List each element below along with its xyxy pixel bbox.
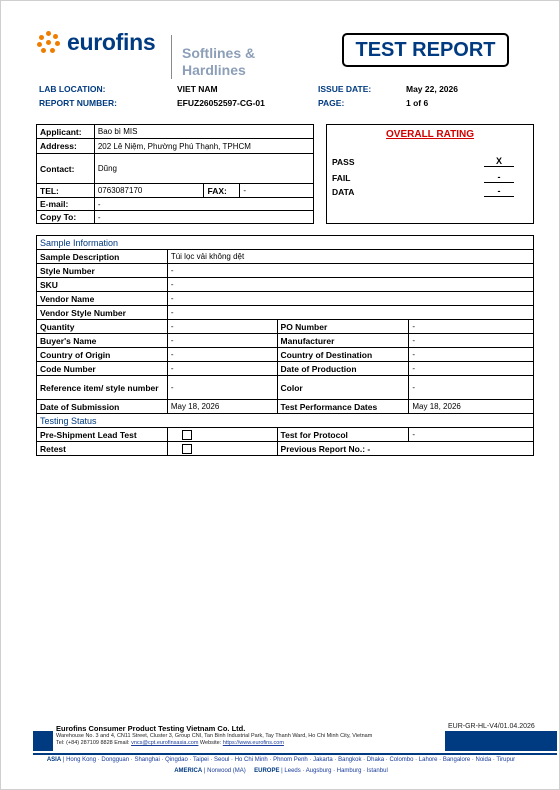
table-row (37, 400, 534, 414)
asia-label: ASIA (46, 757, 62, 763)
reference-item-value: - (167, 376, 277, 400)
header-divider (171, 35, 172, 79)
footer-email-link[interactable]: vncs@cpt.eurofinsasia.com (131, 740, 199, 746)
pre-shipment-cell (167, 428, 277, 442)
country-of-origin-value: - (167, 348, 277, 362)
applicant-row (37, 125, 314, 139)
copy-to-row (37, 211, 314, 224)
sample-info-table (36, 235, 534, 456)
america-locations: Norwood (MA) (207, 768, 246, 774)
sku-label: SKU (37, 278, 168, 292)
retest-checkbox[interactable] (182, 444, 192, 454)
lab-location: VIET NAM (177, 84, 218, 94)
footer-bar-right (445, 731, 557, 751)
po-number-label: PO Number (277, 320, 409, 334)
page-number: 1 of 6 (406, 98, 429, 108)
code-number-label: Code Number (37, 362, 168, 376)
fail-label: FAIL (332, 173, 351, 183)
asia-locations: Hong Kong · Dongguan · Shanghai · Qingdao · Taipei · Seoul · Ho Chi Minh · Phnom Penh · Jakarta · Bangkok · Dhaka · Colombo · Lahore · Bangalore · Noida · Tirupur (66, 757, 516, 763)
table-row (37, 292, 534, 306)
sample-section-header (37, 236, 534, 250)
footer-contact-line: Tel: (+84) 287109 8828 Email: vncs@cpt.eurofinsasia.com Website: https://www.eurofins.com (56, 740, 284, 746)
tel-label: TEL: (37, 184, 95, 198)
date-of-production-value: - (409, 362, 534, 376)
address-value: 202 Lê Niệm, Phường Phú Thạnh, TPHCM (94, 139, 313, 154)
pass-label: PASS (332, 157, 355, 167)
test-performance-dates-value: May 18, 2026 (409, 400, 534, 414)
retest-cell (167, 442, 277, 456)
test-for-protocol-label: Test for Protocol (277, 428, 409, 442)
quantity-value: - (167, 320, 277, 334)
vendor-style-value: - (167, 306, 533, 320)
overall-rating-box (326, 124, 534, 224)
overall-rating-title: OVERALL RATING (386, 129, 474, 140)
address-label: Address: (37, 139, 95, 154)
retest-label: Retest (37, 442, 168, 456)
email-label: E-mail: (37, 198, 95, 211)
table-row (37, 362, 534, 376)
pre-shipment-checkbox[interactable] (182, 430, 192, 440)
issue-date-label: ISSUE DATE: (318, 84, 372, 94)
style-number-value: - (167, 264, 533, 278)
sample-section-title: Sample Information (37, 236, 534, 250)
address-row (37, 139, 314, 154)
email-row (37, 198, 314, 211)
country-of-destination-label: Country of Destination (277, 348, 409, 362)
europe-label: EUROPE (254, 768, 280, 774)
applicant-table (36, 124, 314, 224)
contact-label: Contact: (37, 154, 95, 184)
data-value: - (484, 186, 514, 197)
color-value: - (409, 376, 534, 400)
america-label: AMERICA (174, 768, 203, 774)
reference-item-label: Reference item/ style number (37, 376, 168, 400)
report-number: EFUZ26052597-CG-01 (177, 98, 265, 108)
footer-divider (33, 753, 557, 755)
footer-doc-code: EUR-GR-HL-V4/01.04.2026 (448, 723, 535, 730)
po-number-value: - (409, 320, 534, 334)
fail-value: - (484, 172, 514, 183)
eurofins-logo (37, 29, 155, 55)
buyer-name-label: Buyer's Name (37, 334, 168, 348)
country-of-origin-label: Country of Origin (37, 348, 168, 362)
quantity-label: Quantity (37, 320, 168, 334)
page-label: PAGE: (318, 98, 345, 108)
manufacturer-label: Manufacturer (277, 334, 409, 348)
tel-row (37, 184, 314, 198)
contact-value: Dũng (94, 154, 313, 184)
style-number-label: Style Number (37, 264, 168, 278)
copy-to-value: - (94, 211, 313, 224)
table-row (37, 348, 534, 362)
code-number-value: - (167, 362, 277, 376)
issue-date: May 22, 2026 (406, 84, 458, 94)
previous-report-label: Previous Report No.: - (277, 442, 533, 456)
date-of-production-label: Date of Production (277, 362, 409, 376)
test-for-protocol-value: - (409, 428, 534, 442)
brand-name: eurofins (67, 28, 156, 55)
footer-network-asia: ASIA | Hong Kong · Dongguan · Shanghai · Qingdao · Taipei · Seoul · Ho Chi Minh · Phnom Penh · Jakarta · Bangkok · Dhaka · Colombo · Lahore · Bangalore · Noida · Tirupur (46, 757, 516, 763)
table-row (37, 320, 534, 334)
table-row (37, 264, 534, 278)
table-row (37, 376, 534, 400)
division-name: Softlines & Hardlines (182, 45, 256, 78)
table-row (37, 442, 534, 456)
footer-network-america-europe: AMERICA | Norwood (MA) EUROPE | Leeds · Augsburg · Hamburg · Istanbul (174, 768, 388, 774)
copy-to-label: Copy To: (37, 211, 95, 224)
test-performance-dates-label: Test Performance Dates (277, 400, 409, 414)
email-value: - (94, 198, 313, 211)
applicant-value: Bao bì MIS (94, 125, 313, 139)
contact-row (37, 154, 314, 184)
lab-location-label: LAB LOCATION: (39, 84, 106, 94)
applicant-label: Applicant: (37, 125, 95, 139)
vendor-name-label: Vendor Name (37, 292, 168, 306)
report-title: TEST REPORT (342, 33, 509, 67)
table-row (37, 250, 534, 264)
sku-value: - (167, 278, 533, 292)
vendor-name-value: - (167, 292, 533, 306)
table-row (37, 428, 534, 442)
report-number-label: REPORT NUMBER: (39, 98, 117, 108)
manufacturer-value: - (409, 334, 534, 348)
pass-value: X (484, 156, 514, 167)
pre-shipment-label: Pre-Shipment Lead Test (37, 428, 168, 442)
footer-bar-left (33, 731, 53, 751)
date-of-submission-value: May 18, 2026 (167, 400, 277, 414)
table-row (37, 306, 534, 320)
fax-value: - (240, 184, 314, 198)
sample-description-label: Sample Description (37, 250, 168, 264)
footer-website-link[interactable]: https://www.eurofins.com (222, 740, 284, 746)
footer-address-line: Warehouse No. 3 and 4, CN11 Street, Cluster 3, Group CNI, Tan Binh Industrial Park, Tay Thanh Ward, Ho Chi Minh City, Vietnam (56, 733, 373, 739)
table-row (37, 278, 534, 292)
tel-value: 0763087170 (94, 184, 204, 198)
table-row (37, 334, 534, 348)
buyer-name-value: - (167, 334, 277, 348)
logo-dots-icon (37, 31, 63, 53)
testing-section-title: Testing Status (37, 414, 534, 428)
europe-locations: Leeds · Augsburg · Hamburg · Istanbul (284, 768, 388, 774)
sample-description-value: Túi lọc vải không dệt (167, 250, 533, 264)
testing-section-header (37, 414, 534, 428)
vendor-style-label: Vendor Style Number (37, 306, 168, 320)
footer-address (56, 733, 451, 747)
footer-company: Eurofins Consumer Product Testing Vietnam Co. Ltd. (56, 724, 246, 733)
color-label: Color (277, 376, 409, 400)
country-of-destination-value: - (409, 348, 534, 362)
date-of-submission-label: Date of Submission (37, 400, 168, 414)
data-label: DATA (332, 187, 355, 197)
fax-label: FAX: (204, 184, 240, 198)
